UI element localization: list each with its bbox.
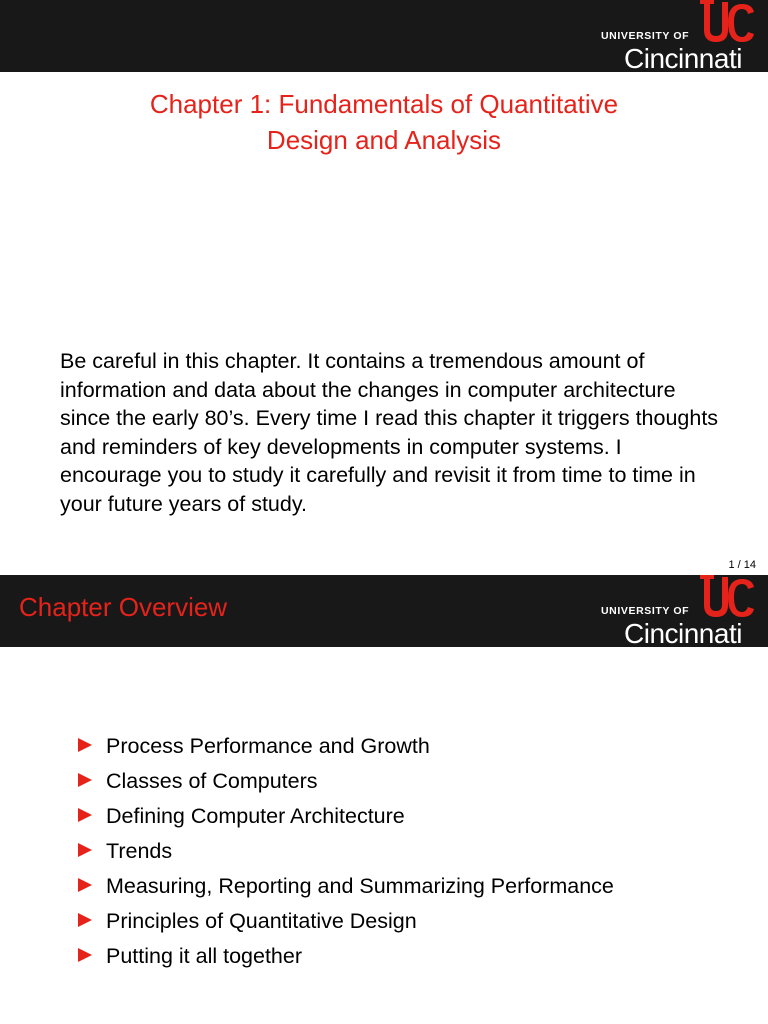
triangle-bullet-icon bbox=[78, 738, 92, 752]
logo-cincinnati: Cincinnati bbox=[624, 43, 742, 74]
title-line-1: Chapter 1: Fundamentals of Quantitative bbox=[149, 89, 619, 119]
slide-header-title: Chapter Overview bbox=[19, 592, 228, 622]
triangle-bullet-icon bbox=[78, 878, 92, 892]
list-item-label: Putting it all together bbox=[106, 944, 303, 968]
list-item bbox=[78, 838, 614, 873]
triangle-bullet-icon bbox=[78, 948, 92, 962]
slide-header bbox=[0, 575, 768, 647]
uc-logo-mark-icon bbox=[698, 0, 758, 46]
list-item-label: Defining Computer Architecture bbox=[106, 804, 405, 828]
list-item-label: Trends bbox=[106, 839, 173, 863]
slide-body-text: Be careful in this chapter. It contains a tremendous amount of information and data about the changes in computer architecture since the early 80’s. Every time I read this chapter it triggers thoughts and reminders of key developments in computer systems. I encourage you to study it carefully and revisit it from time to time in your future years of study. bbox=[60, 349, 719, 516]
list-item bbox=[78, 908, 614, 943]
triangle-bullet-icon bbox=[78, 843, 92, 857]
logo-university-of: UNIVERSITY OF bbox=[601, 30, 690, 42]
list-item bbox=[78, 803, 614, 838]
list-item bbox=[78, 943, 614, 978]
list-item-label: Classes of Computers bbox=[106, 769, 318, 793]
slide-2 bbox=[0, 575, 768, 1024]
university-logo bbox=[598, 0, 768, 72]
list-item-label: Principles of Quantitative Design bbox=[106, 909, 417, 933]
list-item-label: Process Performance and Growth bbox=[106, 734, 430, 758]
triangle-bullet-icon bbox=[78, 913, 92, 927]
university-logo bbox=[598, 575, 768, 647]
slide-header bbox=[0, 0, 768, 72]
list-item bbox=[78, 873, 614, 908]
list-item bbox=[78, 768, 614, 803]
overview-list bbox=[78, 733, 614, 978]
triangle-bullet-icon bbox=[78, 773, 92, 787]
logo-university-of: UNIVERSITY OF bbox=[601, 605, 690, 617]
title-line-2: Design and Analysis bbox=[266, 125, 502, 155]
page-number: 1 / 14 bbox=[728, 559, 756, 571]
list-item bbox=[78, 733, 614, 768]
logo-cincinnati: Cincinnati bbox=[624, 618, 742, 649]
slide-title bbox=[40, 86, 728, 158]
triangle-bullet-icon bbox=[78, 808, 92, 822]
list-item-label: Measuring, Reporting and Summarizing Performance bbox=[106, 874, 614, 898]
uc-logo-mark-icon bbox=[698, 575, 758, 621]
